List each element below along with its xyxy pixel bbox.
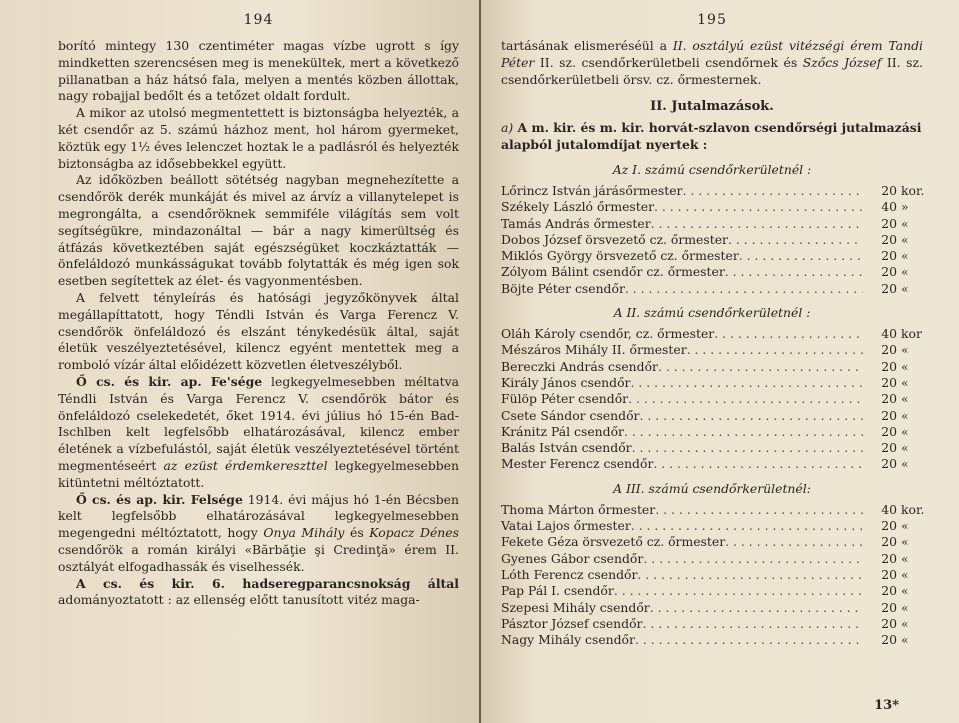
signature-mark: 13* — [874, 698, 899, 713]
recipient-name: Kránitz Pál csendőr — [501, 423, 624, 439]
paragraph-6-lead: Ő cs. és ap. kir. Felsége — [76, 491, 243, 507]
award-amount: 20 — [881, 264, 897, 280]
award-unit: « — [901, 215, 909, 231]
list-item — [501, 551, 923, 567]
list-item — [501, 342, 923, 358]
recipient-name: Nagy Mihály csendőr — [501, 632, 635, 648]
leader-dots — [630, 375, 863, 391]
recipient-name: Király János csendőr — [501, 374, 631, 390]
leader-dots — [725, 264, 863, 280]
intro-award: II. osztályú ezüst vitézségi érem Tandi Péter — [501, 38, 923, 70]
recipient-name: Vatai Lajos őrmester — [501, 518, 631, 534]
award-unit: « — [901, 599, 909, 615]
list-item — [501, 534, 923, 550]
award-amount: 20 — [881, 615, 897, 631]
award-name: az ezüst érdemkereszttel — [163, 457, 328, 473]
subsection-label: a) — [501, 120, 514, 136]
list-item — [501, 375, 923, 391]
recipient-name: Szepesi Mihály csendőr — [501, 599, 650, 615]
district-title: Az I. számú csendőrkerületnél : — [612, 161, 812, 177]
person-name-2: Kopacz Dénes — [369, 525, 459, 541]
award-unit: « — [901, 583, 909, 599]
award-unit: « — [901, 248, 909, 264]
intro-text-3: II. sz. csendőrkerületbeli örsv. cz. őrmesternek. — [501, 54, 923, 87]
award-amount: 40 — [881, 199, 897, 215]
district-title: A III. számú csendőrkerületnél: — [613, 480, 811, 496]
list-item — [501, 408, 923, 424]
recipient-name: Székely László őrmester — [501, 199, 655, 215]
list-item — [501, 583, 923, 599]
award-unit: « — [901, 423, 909, 439]
leader-dots — [725, 534, 863, 550]
leader-dots — [650, 600, 863, 616]
recipient-name: Gyenes Gábor csendőr — [501, 550, 644, 566]
recipient-name: Csete Sándor csendőr — [501, 407, 640, 423]
award-amount: 20 — [881, 550, 897, 566]
award-amount: 20 — [881, 456, 897, 472]
recipient-name: Miklós György örsvezető cz. őrmester — [501, 248, 739, 264]
award-amount: 20 — [881, 534, 897, 550]
subsection-heading — [501, 120, 923, 154]
award-unit: « — [901, 342, 909, 358]
section-title: II. Jutalmazások. — [650, 99, 774, 115]
award-amount: 20 — [881, 358, 897, 374]
paragraph-6-text-2: csendőrök a román királyi «Bărbăţie şi Credinţă» érem II. osztályát elfogadhassák és viselhessék. — [58, 541, 459, 574]
award-list — [501, 502, 923, 649]
award-unit: « — [901, 358, 909, 374]
list-item — [501, 199, 923, 215]
recipient-name: Bereczki András csendőr — [501, 358, 658, 374]
leader-dots — [653, 456, 863, 472]
leader-dots — [639, 408, 863, 424]
leader-dots — [631, 518, 863, 534]
list-item — [501, 424, 923, 440]
award-unit: « — [901, 615, 909, 631]
recipient-name: Zólyom Bálint csendőr cz. őrmester — [501, 264, 725, 280]
left-page — [0, 0, 479, 723]
paragraph-5 — [58, 374, 459, 492]
recipient-name: Mészáros Mihály II. őrmester — [501, 342, 687, 358]
award-unit: « — [901, 374, 909, 390]
paragraph-2: A mikor az utolsó megmentettett is biztonságba helyezték, a két csendőr az 5. számú házhoz ment, hol három gyermeket, köztük egy 1½ éves lelenczet hoztak le a padlásról és helyezték biztonságba az idősebbekkel együtt. — [58, 105, 459, 171]
award-unit: kor — [901, 326, 922, 342]
recipient-name: Balás István csendőr — [501, 440, 632, 456]
award-unit: « — [901, 391, 909, 407]
page-number-left: 194 — [243, 12, 274, 28]
award-amount: 40 — [881, 501, 897, 517]
leader-dots — [655, 502, 863, 518]
leader-dots — [628, 391, 863, 407]
award-amount: 20 — [881, 342, 897, 358]
award-unit: kor. — [901, 182, 925, 198]
leader-dots — [687, 342, 863, 358]
award-amount: 20 — [881, 231, 897, 247]
award-unit: « — [901, 456, 909, 472]
leader-dots — [714, 326, 863, 342]
paragraph-7 — [58, 576, 459, 610]
district-title: A II. számú csendőrkerületnél : — [613, 305, 811, 321]
recipient-name: Lóth Ferencz csendőr — [501, 566, 638, 582]
award-unit: « — [901, 534, 909, 550]
list-item — [501, 616, 923, 632]
person-name-1: Onya Mihály — [263, 525, 345, 541]
award-list — [501, 183, 923, 297]
leader-dots — [614, 583, 863, 599]
award-amount: 20 — [881, 599, 897, 615]
award-unit: « — [901, 518, 909, 534]
list-item — [501, 440, 923, 456]
list-item — [501, 216, 923, 232]
paragraph-6-conj: és — [344, 525, 370, 541]
paragraph-5-text-2: legkegyelmesebben kitüntetni méltóztatott. — [58, 457, 459, 490]
leader-dots — [635, 632, 863, 648]
award-unit: « — [901, 231, 909, 247]
leader-dots — [632, 440, 863, 456]
recipient-name: Böjte Péter csendőr — [501, 280, 625, 296]
list-item — [501, 359, 923, 375]
leader-dots — [642, 616, 863, 632]
recipient-name: Pásztor József csendőr — [501, 615, 643, 631]
leader-dots — [651, 216, 863, 232]
recipient-name: Pap Pál I. csendőr — [501, 583, 614, 599]
award-unit: « — [901, 550, 909, 566]
award-amount: 20 — [881, 182, 897, 198]
award-unit: « — [901, 632, 909, 648]
award-amount: 20 — [881, 518, 897, 534]
recipient-name: Fülöp Péter csendőr — [501, 391, 629, 407]
award-unit: « — [901, 440, 909, 456]
award-amount: 20 — [881, 374, 897, 390]
list-item — [501, 632, 923, 648]
paragraph-6 — [58, 492, 459, 576]
award-amount: 20 — [881, 391, 897, 407]
paragraph-7-lead: A cs. és kir. 6. hadseregparancsnokság által — [76, 575, 459, 591]
list-item — [501, 183, 923, 199]
list-item — [501, 326, 923, 342]
leader-dots — [654, 199, 863, 215]
list-item — [501, 232, 923, 248]
recipient-name: Oláh Károly csendőr, cz. őrmester — [501, 326, 715, 342]
intro-person: Szőcs József — [802, 54, 882, 70]
leader-dots — [643, 551, 863, 567]
award-amount: 20 — [881, 583, 897, 599]
recipient-name: Mester Ferencz csendőr — [501, 456, 654, 472]
list-item — [501, 502, 923, 518]
award-unit: « — [901, 264, 909, 280]
award-amount: 20 — [881, 280, 897, 296]
district-lists — [501, 162, 923, 648]
recipient-name: Dobos József örsvezető cz. őrmester — [501, 231, 728, 247]
list-item — [501, 518, 923, 534]
leader-dots — [682, 183, 863, 199]
award-amount: 40 — [881, 326, 897, 342]
paragraph-1: borító mintegy 130 czentiméter magas vízbe ugrott s így mindketten szerencsésen meg is menekültek, mert a következő pillanatban a ház hátsó fala, melyen a mentés közben állottak, nagy robajjal bedőlt és a tetőzet oldalt fordult. — [58, 38, 459, 104]
leader-dots — [637, 567, 863, 583]
recipient-name: Fekete Géza örsvezető cz. őrmester — [501, 534, 726, 550]
intro-text-2: II. sz. csendőrkerületbeli csendőrnek és — [534, 54, 803, 70]
leader-dots — [728, 232, 863, 248]
award-amount: 20 — [881, 248, 897, 264]
leader-dots — [624, 424, 863, 440]
list-item — [501, 600, 923, 616]
paragraph-3: Az időközben beállott sötétség nagyban megnehezítette a csendőrök derék munkáját és mivel az árvíz a villanytelepet is megrongálta, a csendőröknek semmiféle világítás sem volt segítségükre, mindazonáltal — bár a nagy kimerültség és átfázás következtében saját egészségüket koczkáztatták — önfeláldozó munkásságukat tovább folytatták és még igen sok esetben segítettek az élet- és vagyonmentésben. — [58, 172, 459, 289]
award-unit: « — [901, 566, 909, 582]
intro-text-1: tartásának elismeréséül a — [501, 38, 673, 53]
award-amount: 20 — [881, 407, 897, 423]
intro-paragraph — [501, 38, 923, 88]
award-amount: 20 — [881, 215, 897, 231]
paragraph-4: A felvett tényleírás és hatósági jegyzőkönyvek által megállapíttatott, hogy Téndli István és Varga Ferencz V. csendőrök önfeláldozó és elszánt ténykedésük által, saját életük veszélyeztetésével, kilencz egyént mentettek meg a romboló vízár által előidézett közvetlen életveszélyből. — [58, 289, 459, 373]
right-page — [481, 0, 959, 723]
leader-dots — [625, 281, 863, 297]
list-item — [501, 264, 923, 280]
award-amount: 20 — [881, 566, 897, 582]
recipient-name: Lőrincz István járásőrmester — [501, 182, 683, 198]
award-unit: « — [901, 407, 909, 423]
paragraph-6-text-1: 1914. évi május hó 1-én Bécsben kelt legfelsőbb elhatározásával legkegyelmesebben megengedni méltóztatott, hogy — [58, 491, 459, 541]
paragraph-5-text-1: legkegyelmesebben méltatva Téndli István és Varga Ferencz V. csendőrök bátor és önfeláldozó cselekedetét, őket 1914. évi július hó 15-én Bad-Ischlben kelt legfelsőbb elhatározásával, kilencz ember életének a vízbefulástól, saját életük veszélyeztetésével történt megmentéseért — [58, 373, 459, 473]
award-unit: » — [901, 199, 909, 215]
award-amount: 20 — [881, 440, 897, 456]
leader-dots — [739, 248, 863, 264]
subsection-text: A m. kir. és m. kir. horvát-szlavon csendőrségi jutalmazási alapból jutalomdíjat nyertek : — [501, 120, 922, 153]
list-item — [501, 248, 923, 264]
award-unit: kor. — [901, 501, 925, 517]
recipient-name: Tamás András őrmester — [501, 215, 651, 231]
award-unit: « — [901, 280, 909, 296]
list-item — [501, 281, 923, 297]
award-list — [501, 326, 923, 473]
leader-dots — [658, 359, 863, 375]
page-number-right: 195 — [697, 12, 727, 28]
award-amount: 20 — [881, 423, 897, 439]
award-amount: 20 — [881, 632, 897, 648]
paragraph-5-lead: Ő cs. és kir. ap. Fe'sége — [76, 373, 263, 389]
list-item — [501, 456, 923, 472]
recipient-name: Thoma Márton őrmester — [501, 501, 656, 517]
list-item — [501, 391, 923, 407]
paragraph-7-text: adományoztatott : az ellenség előtt tanusított vitéz maga- — [58, 592, 420, 608]
list-item — [501, 567, 923, 583]
